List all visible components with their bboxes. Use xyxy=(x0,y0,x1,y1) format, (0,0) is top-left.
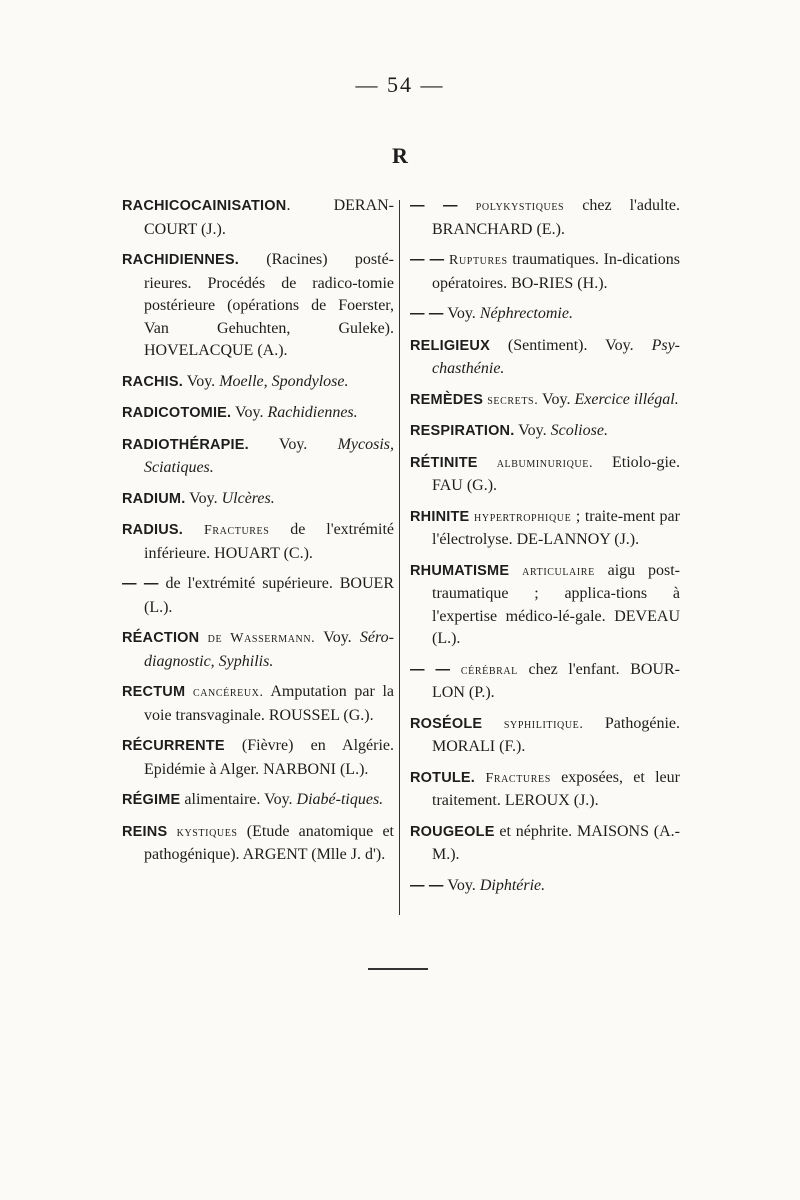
index-entry xyxy=(410,560,680,651)
entry-reference: Néphrectomie. xyxy=(479,305,573,322)
entry-qualifier: Fractures xyxy=(475,770,551,786)
entry-reference: Exercice illégal. xyxy=(574,390,679,408)
entry-text: (Fièvre) en Algérie. Epidémie à Alger. NARBONI (L.). xyxy=(144,737,394,778)
entry-reference: Diabé-tiques. xyxy=(296,791,384,808)
entry-headword: — — xyxy=(410,198,458,214)
index-entry xyxy=(410,249,680,295)
index-entry xyxy=(410,452,680,498)
entry-text: Voy. xyxy=(185,489,222,507)
entry-headword: RADIOTHÉRAPIE. xyxy=(122,436,249,453)
entry-text: Voy. xyxy=(514,422,551,439)
entry-qualifier: Ruptures xyxy=(444,253,508,268)
index-entry xyxy=(122,195,394,241)
entry-headword: RHINITE xyxy=(410,508,470,525)
entry-headword: — — xyxy=(410,252,445,268)
entry-headword: ROUGEOLE xyxy=(410,823,495,840)
entry-text: Voy. xyxy=(315,629,360,646)
entry-headword: — — xyxy=(122,576,159,592)
entry-qualifier: polykystiques xyxy=(457,199,565,214)
index-entry xyxy=(410,875,680,899)
entry-text: Pathogénie. MORALI (F.). xyxy=(432,714,680,755)
entry-headword: — — xyxy=(410,306,444,322)
entry-headword: RÉTINITE xyxy=(410,454,478,471)
entry-headword: RHUMATISME xyxy=(410,562,510,579)
page-number: — 54 — xyxy=(355,72,445,97)
entry-headword: REMÈDES xyxy=(410,391,484,408)
left-column xyxy=(122,195,394,875)
entry-qualifier: de Wassermann. xyxy=(199,631,316,646)
entry-text: Voy. xyxy=(248,435,338,453)
entry-headword: RÉCURRENTE xyxy=(122,738,225,754)
right-column xyxy=(410,195,680,906)
index-entry xyxy=(410,303,680,327)
index-entry xyxy=(122,371,394,395)
entry-reference: Mycosis, Sciatiques. xyxy=(144,435,394,476)
index-entry xyxy=(122,789,394,813)
entry-headword: ROSÉOLE xyxy=(410,715,483,732)
index-entry xyxy=(410,195,680,241)
entry-text: Voy. xyxy=(231,404,268,421)
entry-reference: Moelle, Spondylose. xyxy=(219,372,349,390)
index-entry xyxy=(410,420,680,444)
index-entry xyxy=(122,573,394,619)
index-entry xyxy=(410,713,680,759)
entry-headword: RÉGIME xyxy=(122,792,181,808)
entry-headword: RÉACTION xyxy=(122,630,200,646)
index-entry xyxy=(122,681,394,727)
entry-text: (Etude anatomique et pathogénique). ARGENT (Mlle J. d'). xyxy=(144,822,394,863)
index-entry xyxy=(122,434,394,480)
entry-reference: Ulcères. xyxy=(221,489,275,507)
entry-qualifier: kystiques xyxy=(167,824,238,840)
index-entry xyxy=(410,659,680,705)
entry-text: alimentaire. Voy. xyxy=(180,791,297,808)
entry-headword: RADIUS. xyxy=(122,522,184,538)
entry-reference: Séro-diagnostic, Syphilis. xyxy=(144,629,394,670)
entry-headword: REINS xyxy=(122,823,168,840)
index-entry xyxy=(122,821,394,867)
entry-text: exposées, et leur traitement. LEROUX (J.). xyxy=(432,768,680,809)
entry-text: Voy. xyxy=(443,876,480,894)
entry-text: traumatiques. In-dications opératoires. BO-RIES (H.). xyxy=(432,251,680,292)
entry-reference: Diphtérie. xyxy=(479,876,546,894)
entry-qualifier: secrets. xyxy=(483,392,539,408)
entry-text: Amputation par la voie transvaginale. ROUSSEL (G.). xyxy=(144,683,394,724)
entry-text: et néphrite. MAISONS (A.-M.). xyxy=(432,822,680,863)
index-entry xyxy=(122,519,394,565)
entry-qualifier: Fractures xyxy=(183,523,270,538)
entry-qualifier: cérébral xyxy=(450,662,518,678)
index-entry xyxy=(410,821,680,867)
entry-text: Voy. xyxy=(538,390,575,408)
index-entry xyxy=(122,402,394,426)
entry-headword: RACHICOCAINISATION xyxy=(122,198,287,214)
entry-qualifier: articulaire xyxy=(509,563,595,579)
index-entry xyxy=(122,488,394,512)
entry-text: Voy. xyxy=(443,305,480,322)
index-entry xyxy=(410,335,680,381)
entry-text: (Sentiment). Voy. xyxy=(489,336,652,354)
entry-headword: RACHIDIENNES. xyxy=(122,252,239,268)
entry-text: . DERAN-COURT (J.). xyxy=(144,197,394,238)
entry-headword: RELIGIEUX xyxy=(410,337,490,354)
entry-text: de l'extrémité supérieure. BOUER (L.). xyxy=(144,575,394,616)
entry-headword: RECTUM xyxy=(122,684,186,700)
entry-reference: Rachidiennes. xyxy=(267,404,358,421)
entry-headword: RACHIS. xyxy=(122,373,184,390)
entry-qualifier: albuminurique. xyxy=(477,455,594,471)
entry-text: de l'extrémité inférieure. HOUART (C.). xyxy=(144,521,394,562)
entry-reference: Psy-chasthénie. xyxy=(432,336,680,377)
bottom-rule xyxy=(368,968,428,970)
entry-headword: RADICOTOMIE. xyxy=(122,405,232,421)
index-entry xyxy=(122,249,394,363)
entry-qualifier: hypertrophique xyxy=(469,509,572,525)
entry-text: (Racines) posté-rieures. Procédés de radico-tomie postérieure (opérations de Foerster, Van Gehuchten, Guleke). HOVELACQUE (A.). xyxy=(144,251,394,359)
index-entry xyxy=(122,735,394,781)
entry-text: chez l'enfant. BOUR-LON (P.). xyxy=(432,660,680,701)
entry-text: chez l'adulte. BRANCHARD (E.). xyxy=(432,197,680,238)
entry-qualifier: syphilitique. xyxy=(482,716,584,732)
entry-text: aigu post-traumatique ; applica-tions à l'expertise médico-lé-gale. DEVEAU (L.). xyxy=(432,561,680,647)
entry-headword: — — xyxy=(410,877,444,894)
entry-headword: — — xyxy=(410,661,451,678)
index-entry xyxy=(410,389,680,413)
entry-text: Etiolo-gie. FAU (G.). xyxy=(432,453,680,494)
entry-headword: ROTULE. xyxy=(410,769,476,786)
entry-qualifier: cancéreux. xyxy=(185,685,264,700)
index-entry xyxy=(410,506,680,552)
section-letter: R xyxy=(392,143,408,168)
entry-text: Voy. xyxy=(183,372,220,390)
entry-text: ; traite-ment par l'électrolyse. DE-LANNOY (J.). xyxy=(432,507,680,548)
entry-headword: RADIUM. xyxy=(122,490,186,507)
index-entry xyxy=(122,627,394,673)
index-entry xyxy=(410,767,680,813)
entry-headword: RESPIRATION. xyxy=(410,423,515,439)
entry-reference: Scoliose. xyxy=(550,422,608,439)
column-divider xyxy=(399,200,400,915)
